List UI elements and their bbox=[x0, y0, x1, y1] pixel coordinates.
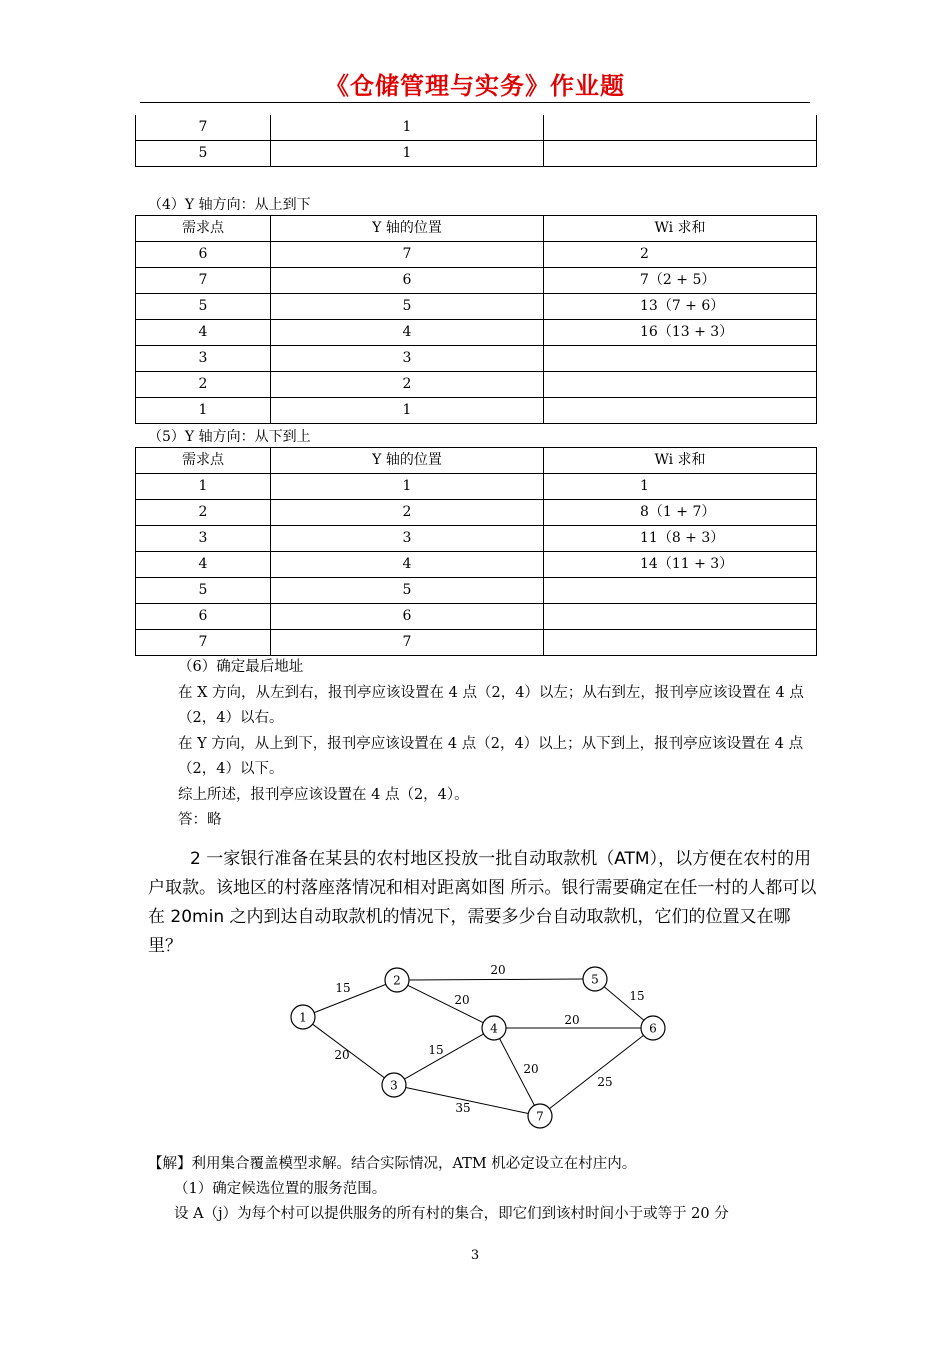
table-y-bottom-up bbox=[135, 447, 817, 656]
table-cell: 6 bbox=[136, 242, 271, 268]
table-cell bbox=[544, 346, 817, 372]
section-6-para-1: 在 X 方向，从左到右，报刊亭应该设置在 4 点（2，4）以左；从右到左，报刊亭应该设置在 4 点（2，4）以右。 bbox=[178, 684, 804, 726]
header-cell: Y 轴的位置 bbox=[271, 448, 544, 474]
table-cell: 6 bbox=[271, 268, 544, 294]
edge-weight-label: 20 bbox=[523, 1062, 539, 1076]
section-6-para-3: 综上所述，报刊亭应该设置在 4 点（2，4）。 bbox=[178, 786, 469, 803]
village-network-diagram bbox=[280, 960, 680, 1140]
table-cell bbox=[544, 578, 817, 604]
section-6-block bbox=[148, 655, 818, 834]
table-continued bbox=[135, 115, 817, 167]
edge-7-6 bbox=[549, 1035, 643, 1108]
edge-weight-label: 20 bbox=[564, 1013, 580, 1027]
table-row bbox=[136, 141, 817, 167]
table-cell: 1 bbox=[136, 398, 271, 424]
node-3 bbox=[382, 1073, 406, 1097]
table-cell: 3 bbox=[136, 346, 271, 372]
table-cell: 5 bbox=[271, 578, 544, 604]
table-cell: 1 bbox=[271, 398, 544, 424]
table-cell: 5 bbox=[136, 294, 271, 320]
table-row bbox=[136, 268, 817, 294]
edge-weight-label: 20 bbox=[490, 963, 506, 977]
table-cell bbox=[544, 604, 817, 630]
table-cell: 3 bbox=[271, 346, 544, 372]
table-cell: 5 bbox=[271, 294, 544, 320]
node-1 bbox=[291, 1005, 315, 1029]
table-cell: 2 bbox=[136, 500, 271, 526]
table-cell: 16（13 + 3） bbox=[544, 320, 817, 346]
table-cell: 1 bbox=[136, 474, 271, 500]
table-cell: 8（1 + 7） bbox=[544, 500, 817, 526]
table-cell: 6 bbox=[136, 604, 271, 630]
edge-2-4 bbox=[408, 985, 483, 1022]
table-row bbox=[136, 526, 817, 552]
table-cell: 4 bbox=[271, 552, 544, 578]
section-4-label: （4）Y 轴方向：从上到下 bbox=[148, 197, 311, 213]
solution-line-2: （1）确定候选位置的服务范围。 bbox=[174, 1181, 387, 1197]
page-number: 3 bbox=[470, 1248, 480, 1263]
edge-weight-label: 25 bbox=[597, 1075, 613, 1089]
table-cell: 4 bbox=[271, 320, 544, 346]
solution-line-3: 设 A（j）为每个村可以提供服务的所有村的集合，即它们到该村时间小于或等于 20 分 bbox=[174, 1206, 729, 1222]
table-cell: 6 bbox=[271, 604, 544, 630]
table-row bbox=[136, 578, 817, 604]
header-cell: 需求点 bbox=[136, 448, 271, 474]
node-label: 7 bbox=[536, 1109, 544, 1124]
node-4 bbox=[482, 1016, 506, 1040]
table-cell: 7（2 + 5） bbox=[544, 268, 817, 294]
header-cell: Y 轴的位置 bbox=[271, 216, 544, 242]
header-rule bbox=[140, 102, 810, 103]
header-cell: Wi 求和 bbox=[544, 448, 817, 474]
table-cell: 7 bbox=[136, 630, 271, 656]
node-7 bbox=[528, 1104, 552, 1128]
edge-weight-label: 35 bbox=[455, 1101, 471, 1115]
table-cell: 1 bbox=[271, 141, 544, 167]
table-row bbox=[136, 500, 817, 526]
edge-weight-label: 15 bbox=[428, 1043, 444, 1057]
table-row bbox=[136, 346, 817, 372]
table-cell: 5 bbox=[136, 578, 271, 604]
table-row bbox=[136, 474, 817, 500]
table-row bbox=[136, 398, 817, 424]
header-cell: 需求点 bbox=[136, 216, 271, 242]
section-6-label: （6）确定最后地址 bbox=[178, 659, 304, 675]
table-cell: 4 bbox=[136, 320, 271, 346]
node-label: 4 bbox=[490, 1021, 498, 1036]
table-row bbox=[136, 242, 817, 268]
table-cell: 1 bbox=[544, 474, 817, 500]
table-cell: 3 bbox=[136, 526, 271, 552]
table-cell: 14（11 + 3） bbox=[544, 552, 817, 578]
table-row bbox=[136, 604, 817, 630]
table-cell bbox=[544, 372, 817, 398]
table-cell: 2 bbox=[544, 242, 817, 268]
edge-weight-label: 15 bbox=[335, 981, 351, 995]
table-row bbox=[136, 372, 817, 398]
node-label: 2 bbox=[393, 973, 401, 988]
table-header-row bbox=[136, 448, 817, 474]
table-header-row bbox=[136, 216, 817, 242]
table-row bbox=[136, 320, 817, 346]
table-cell bbox=[544, 630, 817, 656]
node-label: 3 bbox=[390, 1078, 398, 1093]
table-cell bbox=[544, 115, 817, 141]
table-y-top-down bbox=[135, 215, 817, 424]
edge-weight-label: 15 bbox=[629, 989, 645, 1003]
node-5 bbox=[583, 967, 607, 991]
table-cell bbox=[544, 398, 817, 424]
table-cell: 11（8 + 3） bbox=[544, 526, 817, 552]
node-6 bbox=[641, 1016, 665, 1040]
section-6-para-2: 在 Y 方向，从上到下，报刊亭应该设置在 4 点（2，4）以上；从下到上，报刊亭应该设置在 4 点（2，4）以下。 bbox=[178, 735, 804, 777]
table-row bbox=[136, 115, 817, 141]
header-cell: Wi 求和 bbox=[544, 216, 817, 242]
table-row bbox=[136, 630, 817, 656]
solution-block bbox=[148, 1152, 818, 1227]
table-cell: 3 bbox=[271, 526, 544, 552]
section-5-label: （5）Y 轴方向：从下到上 bbox=[148, 429, 311, 445]
table-cell: 1 bbox=[271, 115, 544, 141]
table-cell: 7 bbox=[136, 268, 271, 294]
table-cell: 1 bbox=[271, 474, 544, 500]
solution-line-1: 【解】利用集合覆盖模型求解。结合实际情况，ATM 机必定设立在村庄内。 bbox=[148, 1156, 637, 1172]
node-label: 6 bbox=[649, 1021, 657, 1036]
edge-2-5 bbox=[409, 979, 583, 980]
node-label: 5 bbox=[591, 972, 599, 987]
table-cell: 7 bbox=[271, 630, 544, 656]
question-2-text: 2 一家银行准备在某县的农村地区投放一批自动取款机（ATM），以方便在农村的用户取款。该地区的村落座落情况和相对距离如图 所示。银行需要确定在任一村的人都可以在 20min 之内到达自动取款机的情况下，需要多少台自动取款机，它们的位置又在哪里？ bbox=[148, 849, 817, 956]
node-label: 1 bbox=[299, 1010, 307, 1025]
page-header-title: 《仓储管理与实务》作业题 bbox=[325, 72, 625, 100]
table-cell: 2 bbox=[271, 372, 544, 398]
table-cell: 4 bbox=[136, 552, 271, 578]
edge-weight-label: 20 bbox=[334, 1048, 350, 1062]
edge-3-4 bbox=[404, 1034, 483, 1079]
table-cell: 5 bbox=[136, 141, 271, 167]
table-row bbox=[136, 552, 817, 578]
table-cell: 7 bbox=[271, 242, 544, 268]
answer-line: 答：略 bbox=[178, 812, 222, 828]
table-row bbox=[136, 294, 817, 320]
table-cell: 13（7 + 6） bbox=[544, 294, 817, 320]
edge-weight-label: 20 bbox=[454, 993, 470, 1007]
table-cell: 2 bbox=[136, 372, 271, 398]
table-cell: 7 bbox=[136, 115, 271, 141]
node-2 bbox=[385, 968, 409, 992]
table-cell bbox=[544, 141, 817, 167]
table-cell: 2 bbox=[271, 500, 544, 526]
